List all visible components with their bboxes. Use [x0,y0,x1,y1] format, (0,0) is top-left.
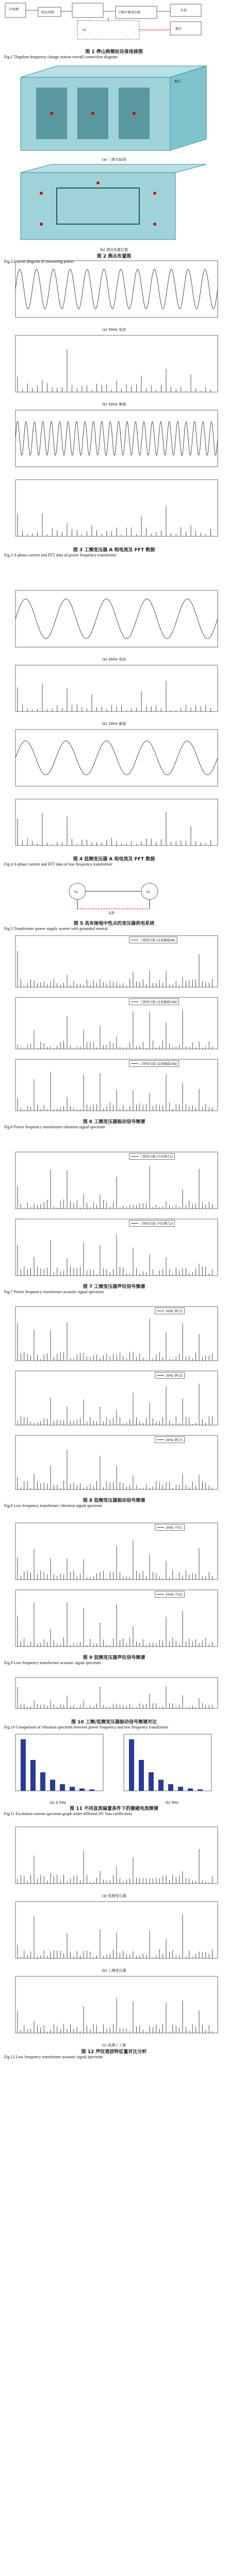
fig12-sub-c: (c) 低频 / 工频 [102,2043,126,2047]
fig12-sub-a: (a) 低频变压器 [102,1894,126,1898]
label-dc: 直流 [108,912,115,915]
fig3-sub-a: (a) 50Hz 电流 [102,328,126,332]
label-load: 负荷 [181,9,187,12]
fig8-spectrum-3 [0,1432,228,1497]
fig3-caption-en: Fig.3 A-phase current and FFT data of power frequency transformer [4,553,117,557]
spectrum-bar [149,1772,154,1791]
fig7-legend-2 [129,1220,175,1227]
fig4-caption-en: Fig.4 A-phase current and FFT data of low frequency transformer [4,862,113,867]
fig6-spectrum-1 [0,933,228,994]
fig10-compare-plot [0,1674,228,1716]
measure-point-layout [0,162,228,245]
label-transformer: 工频/中频变压器 [118,11,140,14]
fig8-legend-label-3: 20Hz 测点3 [166,1438,183,1442]
fig6-legend-2 [129,998,179,1005]
fig9-spectrum-1 [0,1520,228,1587]
plot-frame [15,1307,218,1361]
spectrum-bar [50,1780,55,1791]
fig7-legend-label-1: 工频变压器 (声纹测点1) [140,1155,173,1159]
spectrum-bar [70,1787,75,1791]
fig7-spectrum-1 [0,1149,228,1216]
fig6-legend-label-1: 工频变压器 (直流偏磁0A) [140,939,175,942]
fig11-caption-en: Fig.11 Excitation current spectrum graph under different DC bias coefficients [4,1811,133,1816]
fig2-sub-b: (b) 测点布置位置 [100,248,128,252]
fig8-legend-1 [155,1308,185,1314]
fig9-legend-label-2: 20Hz 声纹2 [166,1593,183,1597]
fig8-caption-cn: 图 8 低频变压器振动信号频谱 [83,1498,145,1503]
fig6-caption-cn: 图 6 工频变压器振动信号频谱 [83,1120,145,1125]
fig8-legend-3 [155,1436,185,1443]
measure-label: 测点 [174,80,181,83]
fig8-spectrum-1 [0,1303,228,1368]
fig1-caption-cn: 图 1 停山换频站设备连接图 [85,49,143,55]
label-pcc: PCC母线 [41,11,54,14]
fig9-caption-en: Fig.9 Low frequency transformer acoustic signal spectrum [4,1660,101,1665]
figure-6 [0,933,228,1149]
fig4-current-plot [0,587,228,654]
fig8-legend-label-2: 20Hz 测点2 [166,1374,183,1378]
fig1-caption-en: Fig.1 Tingshan frequency change station overall connection diagram [4,55,118,59]
figure-10 [0,1674,228,1731]
figure-1 [0,0,228,62]
fig3-current-plot [0,258,228,325]
spectrum-bar [79,1788,85,1791]
fig3-caption-cn: 图 3 工频变压器 A 相电流及 FFT 数据 [73,548,155,553]
fig12-plot-c [0,1973,228,2040]
grounded-neutral-diagram [0,876,228,917]
label-u2: U₂ [146,890,151,894]
fig8-caption-en: Fig.8 Low frequency transformer vibration signal spectrum [4,1503,102,1508]
fig2-caption-cn: 图 2 测点布置图 [96,254,132,259]
fig11-caption-cn: 图 11 不同直流偏置条件下的激磁电流频谱 [70,1806,158,1811]
fig12-plot-a [0,1824,228,1891]
connection-diagram [0,0,228,45]
fig3-fft-plot [0,332,228,399]
fig11-bar-plots [0,1731,228,1798]
fig4-sub-b: (b) 20Hz 频谱 [102,722,126,726]
figure-2 [0,62,228,264]
fig4-fft-plot-2 [0,796,228,853]
waveform-line [15,421,218,455]
fig5-caption-en: Fig.5 Transformer power supply system with grounded neutral [4,926,108,931]
figure-9 [0,1520,228,1674]
spectrum-bar [188,1788,193,1791]
plot-frame [15,665,218,711]
spectrum-bar [129,1739,134,1791]
fig4-sub-a: (a) 20Hz 电流 [102,657,126,662]
fig11-sub-a: (a) 0.5Hz [50,1801,67,1805]
fig3-current-plot-2 [0,407,228,474]
fig7-legend-label-2: 工频变压器 (声纹测点2) [140,1222,173,1226]
plot-frame [15,799,218,845]
waveform-line [15,741,218,775]
fig12-sub-b: (b) 工频变压器 [102,1969,126,1973]
fig6-legend-1 [129,937,177,943]
fig3-sub-b: (b) 50Hz 频谱 [102,402,126,406]
figure-7 [0,1149,228,1303]
label-box: 1# [83,29,86,32]
fig5-caption-cn: 图 5 具有接地中性点的变压器供电系统 [73,921,155,926]
label-u1: U₁ [74,890,78,894]
fig4-fft-plot [0,662,228,719]
fig8-spectrum-2 [0,1368,228,1432]
figure-5 [0,876,228,933]
fig10-caption-en: Fig.10 Comparison of vibration spectrum between power frequency and low frequency transformer [4,1725,169,1730]
waveform-line [15,269,218,309]
fig7-legend-1 [129,1153,175,1160]
fig11-sub-b: (b) 5Hz [165,1801,178,1805]
fig12-caption-cn: 图 12 声纹谐波特征量对比分析 [81,2049,147,2055]
fig6-legend-label-3: 工频变压器 (直流偏磁20A) [140,1062,177,1066]
fig2-caption-en: Fig.2 Layout diagram of measuring points [4,259,74,264]
fig12-plot-b [0,1899,228,1965]
spectrum-bar [21,1739,26,1791]
fig8-legend-label-1: 20Hz 测点1 [166,1310,183,1313]
fig6-legend-label-2: 工频变压器 (直流偏磁10A) [140,1001,177,1004]
figure-11 [0,1731,228,1824]
spectrum-bar [139,1760,144,1791]
fig6-spectrum-2 [0,994,228,1056]
spectrum-bar [30,1760,36,1791]
figure-3 [0,258,228,587]
bar-frame [15,1734,103,1791]
spectrum-bar [158,1780,164,1791]
fig9-legend-label-1: 20Hz 声纹1 [166,1526,183,1530]
label-station: 一次电源 [6,8,19,11]
spectrum-bar [198,1789,203,1791]
label-measure: 测点 [175,28,182,31]
spectrum-bar [178,1787,183,1791]
fig7-spectrum-2 [0,1216,228,1283]
fig7-caption-cn: 图 7 工频变压器声纹信号频谱 [83,1284,145,1290]
fig6-legend-3 [129,1060,179,1067]
fig4-current-plot-2 [0,726,228,793]
figure-12 [0,1824,228,2061]
figure-4 [0,587,228,876]
spectrum-bar [168,1784,173,1791]
bar-frame [124,1734,211,1791]
waveform-line [15,599,218,639]
spectrum-bar [89,1789,94,1791]
fig7-caption-en: Fig.7 Power frequency transformer acoustic signal spectrum [4,1290,104,1294]
fig9-legend-2 [155,1591,185,1598]
fig6-spectrum-3 [0,1056,228,1118]
fig9-legend-1 [155,1524,185,1531]
figure-8 [0,1303,228,1520]
fig9-caption-cn: 图 9 低频变压器声纹信号频谱 [83,1655,145,1660]
fig4-caption-cn: 图 4 低频变压器 A 相电流及 FFT 数据 [73,857,155,862]
spectrum-bar [40,1772,45,1791]
plot-frame [15,936,218,987]
fig6-caption-en: Fig.6 Power frequency transformer vibration signal spectrum [4,1125,105,1129]
fig9-spectrum-2 [0,1587,228,1654]
fig10-caption-cn: 图 10 工频/低频变压器振动信号频谱对比 [71,1720,157,1725]
fig3-fft-plot-2 [0,477,228,544]
spectrum-bar [60,1784,65,1791]
fig12-caption-en: Fig.12 Low frequency transformer acoustic signal spectrum [4,2055,103,2059]
fig2-sub-a: (a) 三维实际图 [102,158,126,162]
fig8-legend-2 [155,1372,185,1379]
transformer-3d-view [0,62,228,155]
